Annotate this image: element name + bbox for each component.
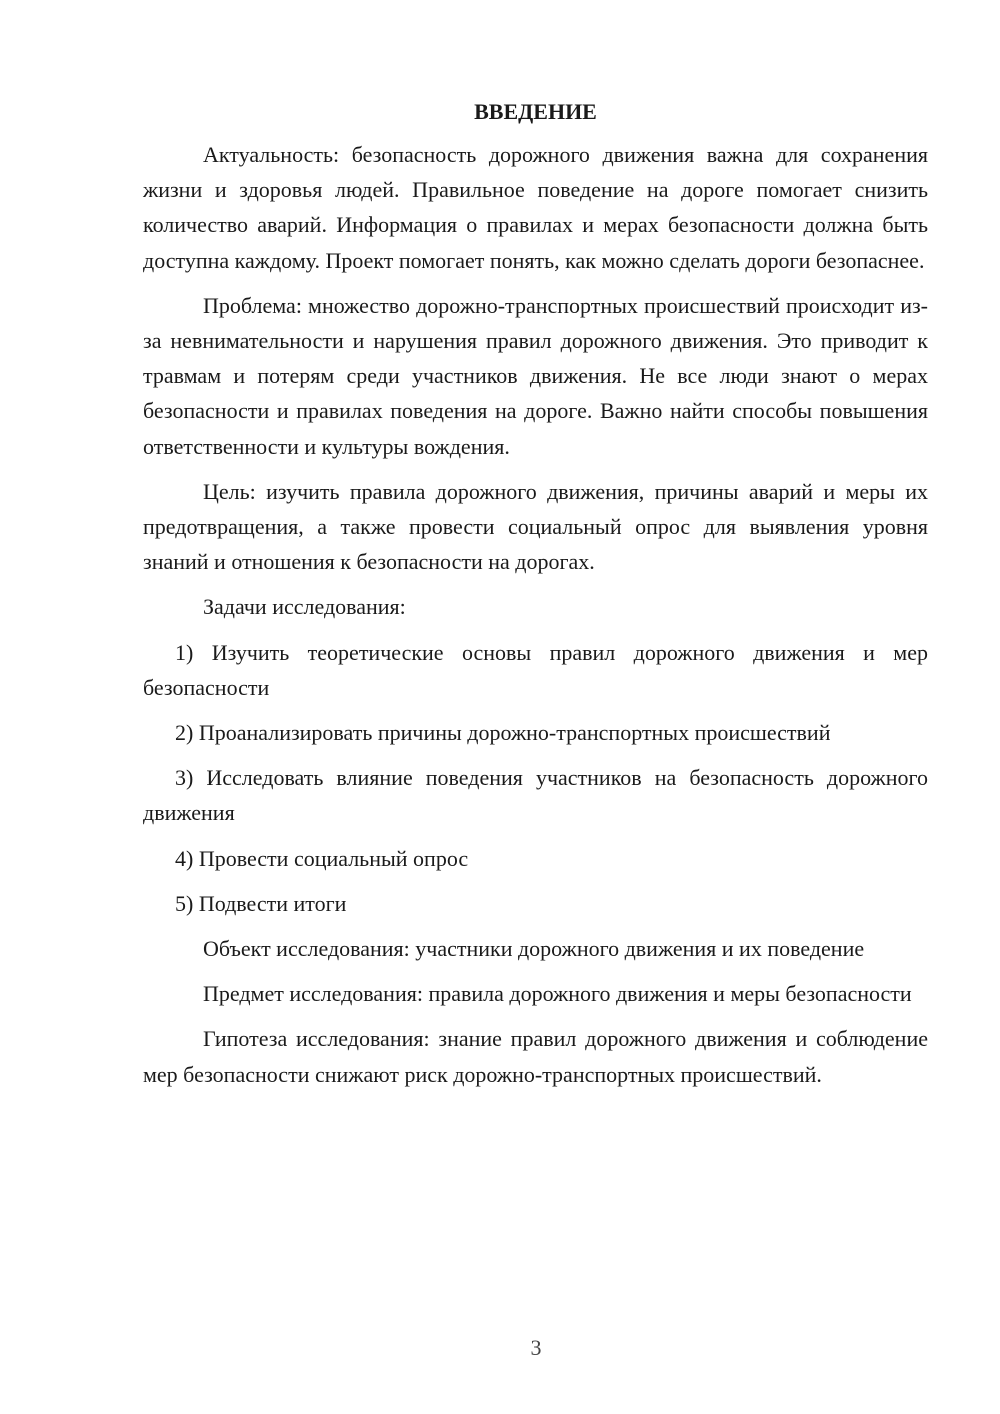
paragraph-problem: Проблема: множество дорожно-транспортных происшествий происходит из-за невнимательности и нарушения правил дорожного движения. Это приводит к травмам и потерям среди участников движения. Не все люди знают о мерах безопасности и правилах поведения на дороге. Важно найти способы повышения ответственности и культуры вождения. [143, 292, 928, 459]
paragraph-hypothesis: Гипотеза исследования: знание правил дорожного движения и соблюдение мер безопасности снижают риск дорожно-транспортных происшествий. [143, 1026, 928, 1087]
paragraph-object: Объект исследования: участники дорожного движения и их поведение [203, 936, 865, 962]
task-item-2: 2) Проанализировать причины дорожно-транспортных происшествий [175, 720, 831, 746]
task-item-3: 3) Исследовать влияние поведения участников на безопасность дорожного движения [143, 765, 928, 826]
task-item-5: 5) Подвести итоги [175, 890, 347, 916]
paragraph-relevance: Актуальность: безопасность дорожного движения важна для сохранения жизни и здоровья людей. Правильное поведение на дороге помогает снизить количество аварий. Информация о правилах и мерах безопасности должна быть доступна каждому. Проект помогает понять, как можно сделать дороги безопаснее. [143, 142, 928, 273]
document-page [143, 97, 928, 1102]
paragraph-subject: Предмет исследования: правила дорожного движения и меры безопасности [203, 981, 912, 1007]
tasks-heading: Задачи исследования: [203, 594, 406, 620]
task-item-1: 1) Изучить теоретические основы правил дорожного движения и мер безопасности [143, 639, 928, 700]
page-number: 3 [530, 1335, 542, 1360]
task-item-4: 4) Провести социальный опрос [175, 845, 469, 871]
paragraph-goal: Цель: изучить правила дорожного движения, причины аварий и меры их предотвращения, а также провести социальный опрос для выявления уровня знаний и отношения к безопасности на дорогах. [143, 478, 928, 575]
section-title: ВВЕДЕНИЕ [474, 99, 597, 124]
